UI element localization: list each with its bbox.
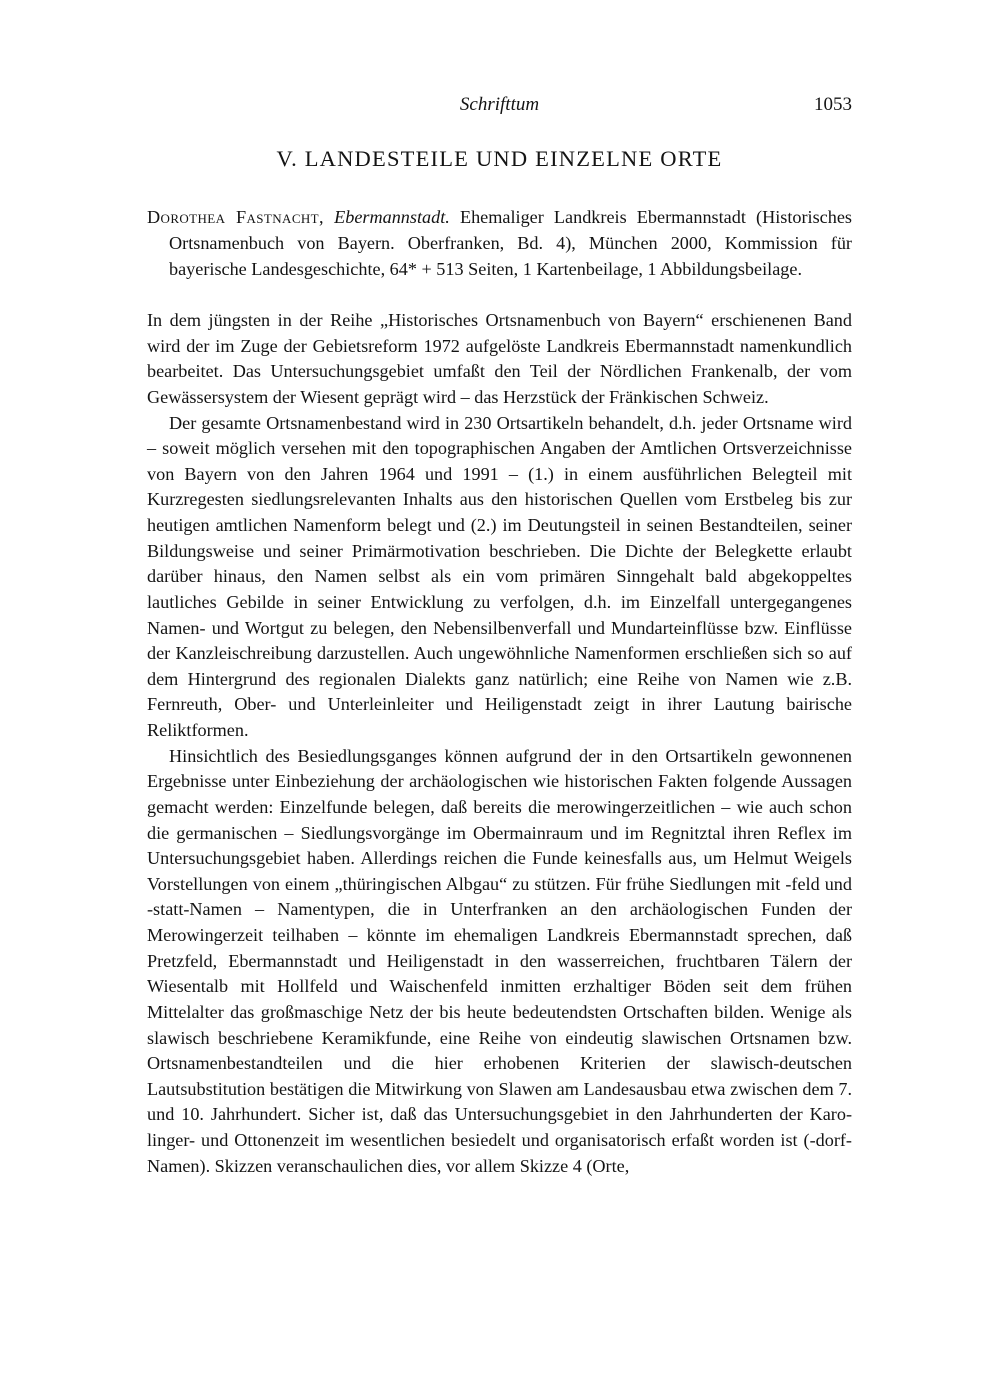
paragraph: In dem jüngsten in der Reihe „Historisches Ortsnamenbuch von Bayern“ erschienenen Band wird der im Zuge der Gebietsreform 1972 aufgelöste Landkreis Ebermannstadt namenkundlich bearbeitet. Das Untersuchungsgebiet umfaßt den Teil der Nördlichen Frankenalb, der vom Gewässersystem der Wiesent geprägt wird – das Herzstück der Fränkischen Schweiz. <box>147 310 852 407</box>
paragraph: Hinsichtlich des Besiedlungsganges können aufgrund der in den Ortsartikeln gewonnenen Ergebnisse unter Einbeziehung der archäologischen wie historischen Fakten folgende Aussagen gemacht werden: Einzelfunde belegen, daß bereits die merowingerzeitlichen – wie auch schon die germanischen – Siedlungsvorgänge im Obermainraum und im Regnitztal ihren Reflex im Untersuchungsgebiet haben. Allerdings reichen die Funde keinesfalls aus, um Helmut Weigels Vorstellungen von einem „thüringischen Albgau“ zu stützen. Für frühe Siedlungen mit -feld und -statt-Namen – Namentypen, die in Unterfranken an den archäologischen Funden der Merowingerzeit teilhaben – könnte im ehemaligen Landkreis Ebermannstadt sprechen, daß Pretzfeld, Ebermannstadt und Heiligenstadt in den wasserreichen, fruchtbaren Tälern der Wiesentalb mit Hollfeld und Waischenfeld inmitten erzhaltiger Böden seit dem frühen Mittelalter das großmaschige Netz der bis heute bedeutendsten Ortschaften bilden. Wenige als slawisch beschriebene Keramikfunde, eine Reihe von eindeutig slawischen Ortsnamen bzw. Ortsnamenbestandteilen und die hier erhobenen Kriterien der slawisch-deutschen Lautsubstitution bestätigen die Mitwirkung von Slawen am Landesausbau etwa zwischen dem 7. und 10. Jahrhundert. Sicher ist, daß das Untersuchungsgebiet in den Jahrhunderten der Karolinger- und Ottonenzeit im wesentlichen besiedelt und organisatorisch erfaßt worden ist (-dorf-Namen). Skizzen veranschaulichen dies, vor allem Skizze 4 (Orte, <box>147 745 852 1176</box>
bib-title: Ebermannstadt. <box>334 207 450 227</box>
section-heading: V. LANDESTEILE UND EINZELNE ORTE <box>276 146 723 171</box>
running-title: Schrifttum <box>459 94 540 115</box>
bib-author: Dorothea Fastnacht, <box>147 207 324 227</box>
review-body <box>147 308 852 1179</box>
bibliographic-entry <box>147 204 852 282</box>
paragraph: Der gesamte Ortsnamenbestand wird in 230 Ortsartikeln behandelt, d.h. jeder Ortsname wird – soweit möglich versehen mit den topographischen Angaben der Amtlichen Ortsverzeichnisse von Bayern von den Jahren 1964 und 1991 – (1.) in einem ausführlichen Belegteil mit Kurzregesten siedlungsrelevanten Inhalts aus den historischen Quellen vom Erstbeleg bis zur heutigen amtlichen Namenform belegt und (2.) im Deutungsteil in seinen Bestandteilen, seiner Bildungsweise und seiner Primärmotivation beschrieben. Die Dichte der Belegkette erlaubt darüber hinaus, den Namen selbst als ein vom primären Sinngehalt bald abgekoppeltes lautliches Gebilde in seiner Entwicklung zu verfolgen, d.h. im Einzelfall untergegangenes Namen- und Wortgut zu belegen, den Nebensilbenverfall und Mundarteinflüsse bzw. Einflüsse der Kanzleischreibung darzustellen. Auch ungewöhnliche Namenformen erschließen sich so auf dem Hintergrund des regionalen Dialekts ganz natürlich; eine Reihe von Namen wie z.B. Fernreuth, Ober- und Unterleinleiter und Heiligenstadt zeigt in ihrer Lautung bairische Reliktformen. <box>147 412 852 740</box>
bib-details: Ehemaliger Landkreis Ebermannstadt (Historisches Ortsnamenbuch von Bayern. Oberfranken, Bd. 4), München 2000, Kommission für bayerische Landesgeschichte, 64* + 513 Seiten, 1 Kartenbeilage, 1 Abbildungsbeilage. <box>169 207 852 279</box>
running-head <box>147 94 852 120</box>
page-number: 1053 <box>814 94 852 115</box>
